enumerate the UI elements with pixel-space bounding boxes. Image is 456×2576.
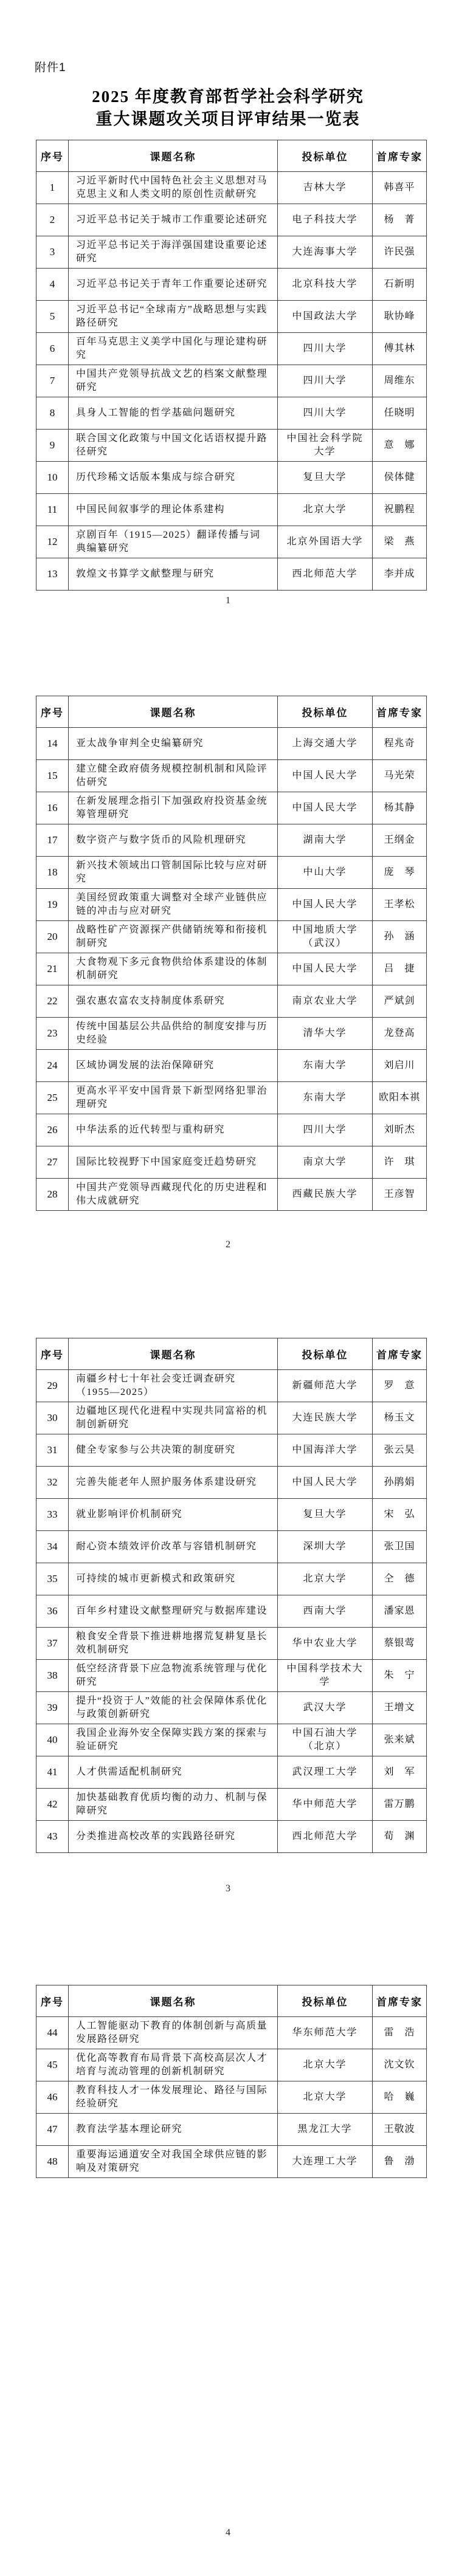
table-row — [36, 1821, 427, 1853]
bidding-unit-cell: 黑龙江大学 — [278, 2114, 373, 2146]
project-title-cell: 新兴技术领域出口管制国际比较与应对研究 — [69, 857, 278, 889]
header-project-title: 课题名称 — [69, 140, 278, 172]
table-header-row — [36, 1985, 427, 2017]
project-title-cell: 粮食安全背景下推进耕地撂荒复耕复垦长效机制研究 — [69, 1628, 278, 1660]
bidding-unit-cell: 中国人民大学 — [278, 953, 373, 985]
chief-expert-cell: 张卫国 — [373, 1531, 427, 1563]
table-row — [36, 1789, 427, 1821]
chief-expert-cell: 耿协峰 — [373, 301, 427, 333]
bidding-unit-cell: 复旦大学 — [278, 462, 373, 494]
chief-expert-cell: 刘昕杰 — [373, 1114, 427, 1146]
project-title-cell: 边疆地区现代化进程中实现共同富裕的机制创新研究 — [69, 1402, 278, 1434]
table-header — [36, 140, 427, 172]
project-title-cell: 习近平总书记关于海洋强国建设重要论述研究 — [69, 236, 278, 269]
bidding-unit-cell: 大连海事大学 — [278, 236, 373, 269]
bidding-unit-cell: 武汉理工大学 — [278, 1756, 373, 1789]
table-row — [36, 1402, 427, 1434]
bidding-unit-cell: 中国人民大学 — [278, 889, 373, 921]
project-title-cell: 优化高等教育布局背景下高校高层次人才培育与流动管理的创新机制研究 — [69, 2049, 278, 2081]
table-row — [36, 2017, 427, 2049]
chief-expert-cell: 荀 渊 — [373, 1821, 427, 1853]
project-title-cell: 耐心资本绩效评价改革与容错机制研究 — [69, 1531, 278, 1563]
row-number-cell: 37 — [36, 1628, 69, 1660]
table-row — [36, 1724, 427, 1756]
chief-expert-cell: 孙 涵 — [373, 921, 427, 953]
row-number-cell: 18 — [36, 857, 69, 889]
bidding-unit-cell: 中国社会科学院大学 — [278, 430, 373, 462]
project-title-cell: 习近平总书记“全球南方”战略思想与实践路径研究 — [69, 301, 278, 333]
chief-expert-cell: 雷万鹏 — [373, 1789, 427, 1821]
table-row — [36, 857, 427, 889]
attachment-label: 附件1 — [35, 61, 66, 74]
table-header — [36, 696, 427, 728]
project-title-cell: 人工智能驱动下教育的体制创新与高质量发展路径研究 — [69, 2017, 278, 2049]
project-title-cell: 京剧百年（1915—2025）翻译传播与词典编纂研究 — [69, 526, 278, 558]
document-title-line1: 2025 年度教育部哲学社会科学研究 — [92, 87, 364, 106]
row-number-cell: 28 — [36, 1179, 69, 1211]
bidding-unit-cell: 中国地质大学（武汉） — [278, 921, 373, 953]
chief-expert-cell: 王孝松 — [373, 889, 427, 921]
chief-expert-cell: 鲁 渤 — [373, 2146, 427, 2178]
header-chief-expert: 首席专家 — [373, 1985, 427, 2017]
project-title-cell: 更高水平平安中国背景下新型网络犯罪治理研究 — [69, 1082, 278, 1114]
row-number-cell: 24 — [36, 1050, 69, 1082]
table-row — [36, 1434, 427, 1467]
table-row — [36, 1756, 427, 1789]
chief-expert-cell: 庞 琴 — [373, 857, 427, 889]
row-number-cell: 30 — [36, 1402, 69, 1434]
chief-expert-cell: 马光荣 — [373, 760, 427, 792]
row-number-cell: 33 — [36, 1499, 69, 1531]
row-number-cell: 13 — [36, 558, 69, 591]
project-title-cell: 历代珍稀文话版本集成与综合研究 — [69, 462, 278, 494]
project-title-cell: 重要海运通道安全对我国全球供应链的影响及对策研究 — [69, 2146, 278, 2178]
chief-expert-cell: 龙登高 — [373, 1018, 427, 1050]
table-header — [36, 1338, 427, 1370]
project-title-cell: 敦煌文书算学文献整理与研究 — [69, 558, 278, 591]
project-title-cell: 人才供需适配机制研究 — [69, 1756, 278, 1789]
chief-expert-cell: 石新明 — [373, 269, 427, 301]
bidding-unit-cell: 四川大学 — [278, 333, 373, 365]
chief-expert-cell: 杨 菁 — [373, 204, 427, 236]
bidding-unit-cell: 清华大学 — [278, 1018, 373, 1050]
chief-expert-cell: 侯体健 — [373, 462, 427, 494]
project-title-cell: 健全专家参与公共决策的制度研究 — [69, 1434, 278, 1467]
table-row — [36, 1370, 427, 1402]
table-body — [36, 1370, 427, 1853]
table-row — [36, 462, 427, 494]
row-number-cell: 45 — [36, 2049, 69, 2081]
project-title-cell: 我国企业海外安全保障实践方案的探索与验证研究 — [69, 1724, 278, 1756]
chief-expert-cell: 程兆奇 — [373, 728, 427, 760]
bidding-unit-cell: 西南大学 — [278, 1595, 373, 1628]
results-table — [36, 696, 427, 1211]
table-row — [36, 728, 427, 760]
chief-expert-cell: 严斌剑 — [373, 985, 427, 1018]
bidding-unit-cell: 西藏民族大学 — [278, 1179, 373, 1211]
header-bidding-unit: 投标单位 — [278, 1338, 373, 1370]
row-number-cell: 12 — [36, 526, 69, 558]
project-title-cell: 亚太战争审判全史编纂研究 — [69, 728, 278, 760]
page-1 — [0, 0, 456, 644]
bidding-unit-cell: 东南大学 — [278, 1082, 373, 1114]
header-project-title: 课题名称 — [69, 1338, 278, 1370]
bidding-unit-cell: 大连民族大学 — [278, 1402, 373, 1434]
table-row — [36, 204, 427, 236]
table-row — [36, 301, 427, 333]
document-title — [0, 86, 456, 131]
header-chief-expert: 首席专家 — [373, 1338, 427, 1370]
row-number-cell: 21 — [36, 953, 69, 985]
table-row — [36, 365, 427, 397]
row-number-cell: 1 — [36, 172, 69, 204]
row-number-cell: 20 — [36, 921, 69, 953]
table-row — [36, 1660, 427, 1692]
row-number-cell: 17 — [36, 824, 69, 857]
project-title-cell: 教育法学基本理论研究 — [69, 2114, 278, 2146]
row-number-cell: 19 — [36, 889, 69, 921]
row-number-cell: 40 — [36, 1724, 69, 1756]
bidding-unit-cell: 四川大学 — [278, 1114, 373, 1146]
bidding-unit-cell: 中山大学 — [278, 857, 373, 889]
chief-expert-cell: 意 娜 — [373, 430, 427, 462]
chief-expert-cell: 哈 巍 — [373, 2081, 427, 2114]
table-row — [36, 397, 427, 430]
table-row — [36, 760, 427, 792]
row-number-cell: 5 — [36, 301, 69, 333]
chief-expert-cell: 王纲金 — [373, 824, 427, 857]
chief-expert-cell: 梁 燕 — [373, 526, 427, 558]
chief-expert-cell: 朱 宁 — [373, 1660, 427, 1692]
chief-expert-cell: 张云昊 — [373, 1434, 427, 1467]
bidding-unit-cell: 华中师范大学 — [278, 1789, 373, 1821]
row-number-cell: 31 — [36, 1434, 69, 1467]
row-number-cell: 4 — [36, 269, 69, 301]
row-number-cell: 29 — [36, 1370, 69, 1402]
project-title-cell: 具身人工智能的哲学基础问题研究 — [69, 397, 278, 430]
row-number-cell: 44 — [36, 2017, 69, 2049]
chief-expert-cell: 许民强 — [373, 236, 427, 269]
table-row — [36, 430, 427, 462]
bidding-unit-cell: 四川大学 — [278, 397, 373, 430]
row-number-cell: 15 — [36, 760, 69, 792]
row-number-cell: 36 — [36, 1595, 69, 1628]
bidding-unit-cell: 中国石油大学（北京） — [278, 1724, 373, 1756]
bidding-unit-cell: 西北师范大学 — [278, 1821, 373, 1853]
bidding-unit-cell: 中国人民大学 — [278, 792, 373, 824]
table-row — [36, 1628, 427, 1660]
page-number: 2 — [226, 1239, 230, 1250]
project-title-cell: 美国经贸政策重大调整对全球产业链供应链的冲击与应对研究 — [69, 889, 278, 921]
row-number-cell: 10 — [36, 462, 69, 494]
header-seq: 序号 — [36, 1338, 69, 1370]
project-title-cell: 习近平新时代中国特色社会主义思想对马克思主义和人类文明的原创性贡献研究 — [69, 172, 278, 204]
table-body — [36, 2017, 427, 2178]
header-chief-expert: 首席专家 — [373, 696, 427, 728]
row-number-cell: 22 — [36, 985, 69, 1018]
bidding-unit-cell: 四川大学 — [278, 365, 373, 397]
row-number-cell: 43 — [36, 1821, 69, 1853]
table-row — [36, 792, 427, 824]
project-title-cell: 可持续的城市更新模式和政策研究 — [69, 1563, 278, 1595]
table-row — [36, 824, 427, 857]
row-number-cell: 47 — [36, 2114, 69, 2146]
chief-expert-cell: 杨玉文 — [373, 1402, 427, 1434]
bidding-unit-cell: 北京大学 — [278, 2049, 373, 2081]
project-title-cell: 大食物观下多元食物供给体系建设的体制机制研究 — [69, 953, 278, 985]
table-row — [36, 1114, 427, 1146]
chief-expert-cell: 任晓明 — [373, 397, 427, 430]
table-header-row — [36, 1338, 427, 1370]
bidding-unit-cell: 复旦大学 — [278, 1499, 373, 1531]
chief-expert-cell: 蔡银莺 — [373, 1628, 427, 1660]
page-2 — [0, 644, 456, 1288]
row-number-cell: 35 — [36, 1563, 69, 1595]
bidding-unit-cell: 南京农业大学 — [278, 985, 373, 1018]
table-header — [36, 1985, 427, 2017]
document-title-line2: 重大课题攻关项目评审结果一览表 — [95, 110, 361, 128]
table-row — [36, 236, 427, 269]
bidding-unit-cell: 湖南大学 — [278, 824, 373, 857]
chief-expert-cell: 王增文 — [373, 1692, 427, 1724]
project-title-cell: 中华法系的近代转型与重构研究 — [69, 1114, 278, 1146]
bidding-unit-cell: 东南大学 — [278, 1050, 373, 1082]
table-row — [36, 333, 427, 365]
project-title-cell: 国际比较视野下中国家庭变迁趋势研究 — [69, 1146, 278, 1179]
table-row — [36, 1179, 427, 1211]
bidding-unit-cell: 深圳大学 — [278, 1531, 373, 1563]
results-table — [36, 1985, 427, 2178]
project-title-cell: 战略性矿产资源探产供储销统筹和衔接机制研究 — [69, 921, 278, 953]
bidding-unit-cell: 北京科技大学 — [278, 269, 373, 301]
chief-expert-cell: 杨其静 — [373, 792, 427, 824]
page-3 — [0, 1288, 456, 1932]
chief-expert-cell: 沈文钦 — [373, 2049, 427, 2081]
chief-expert-cell: 刘 军 — [373, 1756, 427, 1789]
bidding-unit-cell: 吉林大学 — [278, 172, 373, 204]
table-row — [36, 1467, 427, 1499]
chief-expert-cell: 王敬波 — [373, 2114, 427, 2146]
chief-expert-cell: 李并成 — [373, 558, 427, 591]
row-number-cell: 3 — [36, 236, 69, 269]
row-number-cell: 46 — [36, 2081, 69, 2114]
row-number-cell: 48 — [36, 2146, 69, 2178]
table-row — [36, 1692, 427, 1724]
table-row — [36, 953, 427, 985]
table-row — [36, 2081, 427, 2114]
table-body — [36, 172, 427, 591]
row-number-cell: 42 — [36, 1789, 69, 1821]
table-row — [36, 985, 427, 1018]
chief-expert-cell: 孙鹃娟 — [373, 1467, 427, 1499]
row-number-cell: 9 — [36, 430, 69, 462]
row-number-cell: 7 — [36, 365, 69, 397]
table-header-row — [36, 696, 427, 728]
chief-expert-cell: 欧阳本祺 — [373, 1082, 427, 1114]
table-row — [36, 1499, 427, 1531]
bidding-unit-cell: 北京大学 — [278, 2081, 373, 2114]
project-title-cell: 加快基础教育优质均衡的动力、机制与保障研究 — [69, 1789, 278, 1821]
page-number: 4 — [226, 2527, 230, 2538]
project-title-cell: 习近平总书记关于城市工作重要论述研究 — [69, 204, 278, 236]
row-number-cell: 2 — [36, 204, 69, 236]
bidding-unit-cell: 北京大学 — [278, 494, 373, 526]
project-title-cell: 低空经济背景下应急物流系统管理与优化研究 — [69, 1660, 278, 1692]
project-title-cell: 中国共产党领导抗战文艺的档案文献整理研究 — [69, 365, 278, 397]
table-row — [36, 172, 427, 204]
page-number: 1 — [226, 595, 230, 606]
project-title-cell: 教育科技人才一体发展理论、路径与国际经验研究 — [69, 2081, 278, 2114]
chief-expert-cell: 刘启川 — [373, 1050, 427, 1082]
bidding-unit-cell: 大连理工大学 — [278, 2146, 373, 2178]
project-title-cell: 中国共产党领导西藏现代化的历史进程和伟大成就研究 — [69, 1179, 278, 1211]
bidding-unit-cell: 中国政法大学 — [278, 301, 373, 333]
page-number: 3 — [226, 1883, 230, 1894]
bidding-unit-cell: 新疆师范大学 — [278, 1370, 373, 1402]
project-title-cell: 完善失能老年人照护服务体系建设研究 — [69, 1467, 278, 1499]
bidding-unit-cell: 北京外国语大学 — [278, 526, 373, 558]
header-chief-expert: 首席专家 — [373, 140, 427, 172]
header-bidding-unit: 投标单位 — [278, 140, 373, 172]
chief-expert-cell: 罗 意 — [373, 1370, 427, 1402]
bidding-unit-cell: 中国人民大学 — [278, 1467, 373, 1499]
chief-expert-cell: 吕 捷 — [373, 953, 427, 985]
bidding-unit-cell: 北京大学 — [278, 1563, 373, 1595]
header-bidding-unit: 投标单位 — [278, 1985, 373, 2017]
project-title-cell: 百年马克思主义美学中国化与理论建构研究 — [69, 333, 278, 365]
row-number-cell: 34 — [36, 1531, 69, 1563]
chief-expert-cell: 祝鹏程 — [373, 494, 427, 526]
table-row — [36, 1018, 427, 1050]
table-row — [36, 494, 427, 526]
row-number-cell: 25 — [36, 1082, 69, 1114]
row-number-cell: 23 — [36, 1018, 69, 1050]
row-number-cell: 26 — [36, 1114, 69, 1146]
chief-expert-cell: 傅其林 — [373, 333, 427, 365]
project-title-cell: 就业影响评价机制研究 — [69, 1499, 278, 1531]
table-header-row — [36, 140, 427, 172]
bidding-unit-cell: 电子科技大学 — [278, 204, 373, 236]
chief-expert-cell: 韩喜平 — [373, 172, 427, 204]
project-title-cell: 区域协调发展的法治保障研究 — [69, 1050, 278, 1082]
project-title-cell: 传统中国基层公共品供给的制度安排与历史经验 — [69, 1018, 278, 1050]
table-row — [36, 1563, 427, 1595]
chief-expert-cell: 潘家恩 — [373, 1595, 427, 1628]
bidding-unit-cell: 中国人民大学 — [278, 760, 373, 792]
chief-expert-cell: 仝 德 — [373, 1563, 427, 1595]
project-title-cell: 建立健全政府债务规模控制机制和风险评估研究 — [69, 760, 278, 792]
results-table — [36, 140, 427, 591]
project-title-cell: 提升“投资于人”效能的社会保障体系优化与政策创新研究 — [69, 1692, 278, 1724]
table-row — [36, 921, 427, 953]
bidding-unit-cell: 上海交通大学 — [278, 728, 373, 760]
header-seq: 序号 — [36, 140, 69, 172]
header-project-title: 课题名称 — [69, 696, 278, 728]
chief-expert-cell: 雷 浩 — [373, 2017, 427, 2049]
project-title-cell: 百年乡村建设文献整理研究与数据库建设 — [69, 1595, 278, 1628]
row-number-cell: 38 — [36, 1660, 69, 1692]
header-bidding-unit: 投标单位 — [278, 696, 373, 728]
row-number-cell: 39 — [36, 1692, 69, 1724]
table-row — [36, 2049, 427, 2081]
project-title-cell: 分类推进高校改革的实践路径研究 — [69, 1821, 278, 1853]
table-row — [36, 526, 427, 558]
bidding-unit-cell: 华中农业大学 — [278, 1628, 373, 1660]
project-title-cell: 数字资产与数字货币的风险机理研究 — [69, 824, 278, 857]
table-row — [36, 1146, 427, 1179]
row-number-cell: 14 — [36, 728, 69, 760]
page-4 — [0, 1932, 456, 2576]
table-row — [36, 2146, 427, 2178]
bidding-unit-cell: 华东师范大学 — [278, 2017, 373, 2049]
bidding-unit-cell: 中国科学技术大学 — [278, 1660, 373, 1692]
row-number-cell: 11 — [36, 494, 69, 526]
bidding-unit-cell: 武汉大学 — [278, 1692, 373, 1724]
chief-expert-cell: 张来斌 — [373, 1724, 427, 1756]
row-number-cell: 8 — [36, 397, 69, 430]
bidding-unit-cell: 西北师范大学 — [278, 558, 373, 591]
header-seq: 序号 — [36, 696, 69, 728]
table-row — [36, 1082, 427, 1114]
table-row — [36, 2114, 427, 2146]
table-row — [36, 1595, 427, 1628]
row-number-cell: 6 — [36, 333, 69, 365]
table-row — [36, 1531, 427, 1563]
header-project-title: 课题名称 — [69, 1985, 278, 2017]
table-row — [36, 558, 427, 591]
chief-expert-cell: 周维东 — [373, 365, 427, 397]
project-title-cell: 南疆乡村七十年社会变迁调查研究（1955—2025） — [69, 1370, 278, 1402]
results-table — [36, 1338, 427, 1853]
project-title-cell: 中国民间叙事学的理论体系建构 — [69, 494, 278, 526]
bidding-unit-cell: 中国海洋大学 — [278, 1434, 373, 1467]
table-row — [36, 269, 427, 301]
chief-expert-cell: 王彦智 — [373, 1179, 427, 1211]
bidding-unit-cell: 南京大学 — [278, 1146, 373, 1179]
project-title-cell: 在新发展理念指引下加强政府投资基金统筹管理研究 — [69, 792, 278, 824]
project-title-cell: 联合国文化政策与中国文化话语权提升路径研究 — [69, 430, 278, 462]
chief-expert-cell: 许 琪 — [373, 1146, 427, 1179]
table-row — [36, 1050, 427, 1082]
table-body — [36, 728, 427, 1211]
row-number-cell: 16 — [36, 792, 69, 824]
row-number-cell: 41 — [36, 1756, 69, 1789]
row-number-cell: 32 — [36, 1467, 69, 1499]
table-row — [36, 889, 427, 921]
chief-expert-cell: 宋 弘 — [373, 1499, 427, 1531]
project-title-cell: 习近平总书记关于青年工作重要论述研究 — [69, 269, 278, 301]
project-title-cell: 强农惠农富农支持制度体系研究 — [69, 985, 278, 1018]
header-seq: 序号 — [36, 1985, 69, 2017]
row-number-cell: 27 — [36, 1146, 69, 1179]
